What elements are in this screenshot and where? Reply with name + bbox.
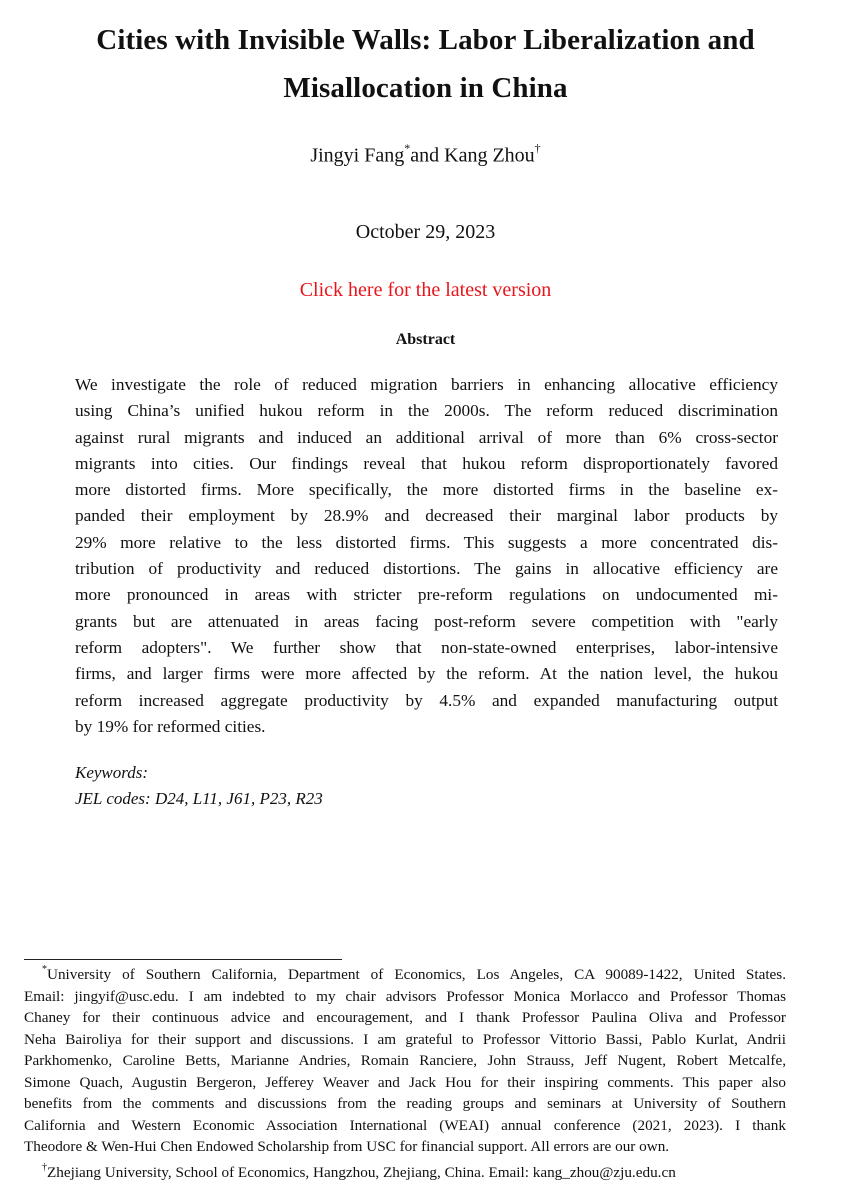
author-1-name: Jingyi Fang bbox=[310, 144, 405, 167]
footnote-1-line: Theodore & Wen-Hui Chen Endowed Scholarship from USC for financial support. All errors are our own. bbox=[24, 1138, 670, 1156]
abstract-line: tribution of productivity and reduced distortions. The gains in allocative efficiency are bbox=[75, 559, 778, 579]
abstract-line: by 19% for reformed cities. bbox=[75, 716, 266, 736]
abstract-line: firms, and larger firms were more affected by the reform. At the nation level, the hukou bbox=[75, 664, 778, 684]
footnotes bbox=[24, 960, 786, 1183]
abstract-body bbox=[75, 372, 778, 740]
abstract-line: panded their employment by 28.9% and decreased their marginal labor products by bbox=[75, 506, 778, 526]
abstract-line: against rural migrants and induced an additional arrival of more than 6% cross-sector bbox=[75, 427, 778, 447]
paper-title bbox=[30, 16, 821, 112]
abstract-line: more pronounced in areas with stricter pre-reform regulations on undocumented mi- bbox=[75, 585, 778, 605]
jel-codes: JEL codes: D24, L11, J61, P23, R23 bbox=[75, 789, 323, 808]
latest-version-link[interactable]: Click here for the latest version bbox=[299, 279, 552, 301]
footnote-1-line: *University of Southern California, Department of Economics, Los Angeles, CA 90089-1422, United States. bbox=[42, 964, 786, 984]
title-line-1: Cities with Invisible Walls: Labor Liberalization and bbox=[96, 24, 755, 56]
author-2-footnote-mark: † bbox=[534, 141, 541, 155]
abstract-heading: Abstract bbox=[395, 331, 456, 348]
author-1-footnote-mark: * bbox=[404, 141, 411, 155]
abstract-line: more distorted firms. More specifically, the more distorted firms in the baseline ex- bbox=[75, 480, 778, 500]
abstract-line: using China’s unified hukou reform in the 2000s. The reform reduced discrimination bbox=[75, 401, 778, 421]
footnote-1-line: Neha Bairoliya for their support and discussions. I am grateful to Professor Vittorio Bassi, Pablo Kurlat, Andrii bbox=[24, 1030, 786, 1048]
footnote-1-line: Parkhomenko, Caroline Betts, Marianne Andries, Romain Ranciere, John Strauss, Jeff Nugent, Robert Metcalfe, bbox=[24, 1052, 786, 1070]
footnote-2-mark: † bbox=[42, 1161, 47, 1173]
footnote-1-line: Chaney for their continuous advice and encouragement, and I thank Professor Paulina Oliva and Professor bbox=[24, 1009, 786, 1027]
author-2-name: Kang Zhou bbox=[444, 144, 535, 167]
paper-date: October 29, 2023 bbox=[355, 221, 496, 243]
footnote-1-line: California and Western Economic Association International (WEAI) annual conference (2021, 2023). I thank bbox=[24, 1116, 786, 1134]
keywords-block bbox=[75, 760, 323, 812]
author-connector: and bbox=[410, 144, 445, 167]
author-line bbox=[0, 136, 851, 170]
keywords-label: Keywords: bbox=[75, 763, 149, 782]
footnote-1-line: Simone Quach, Augustin Bergeron, Jefferey Weaver and Jack Hou for their inspiring comments. This paper also bbox=[24, 1073, 786, 1091]
footnote-1-mark: * bbox=[42, 964, 47, 975]
abstract-line: migrants into cities. Our findings reveal that hukou reform disproportionately favored bbox=[75, 453, 778, 473]
abstract-line: reform adopters". We further show that non-state-owned enterprises, labor-intensive bbox=[75, 637, 778, 657]
abstract-line: We investigate the role of reduced migration barriers in enhancing allocative efficiency bbox=[75, 375, 778, 394]
abstract-line: reform increased aggregate productivity by 4.5% and expanded manufacturing output bbox=[75, 690, 778, 710]
footnote-2-line: †Zhejiang University, School of Economics, Hangzhou, Zhejiang, China. Email: kang_zhou@zju.edu.cn bbox=[42, 1161, 676, 1181]
footnote-1-line: benefits from the comments and discussions from the reading groups and seminars at University of Southern bbox=[24, 1095, 786, 1113]
title-line-2: Misallocation in China bbox=[283, 72, 568, 104]
abstract-line: grants but are attenuated in areas facing post-reform severe competition with "early bbox=[75, 611, 778, 631]
abstract-line: 29% more relative to the less distorted firms. This suggests a more concentrated dis- bbox=[75, 532, 778, 552]
footnote-1-line: Email: jingyif@usc.edu. I am indebted to my chair advisors Professor Monica Morlacco and Professor Thomas bbox=[24, 987, 786, 1005]
